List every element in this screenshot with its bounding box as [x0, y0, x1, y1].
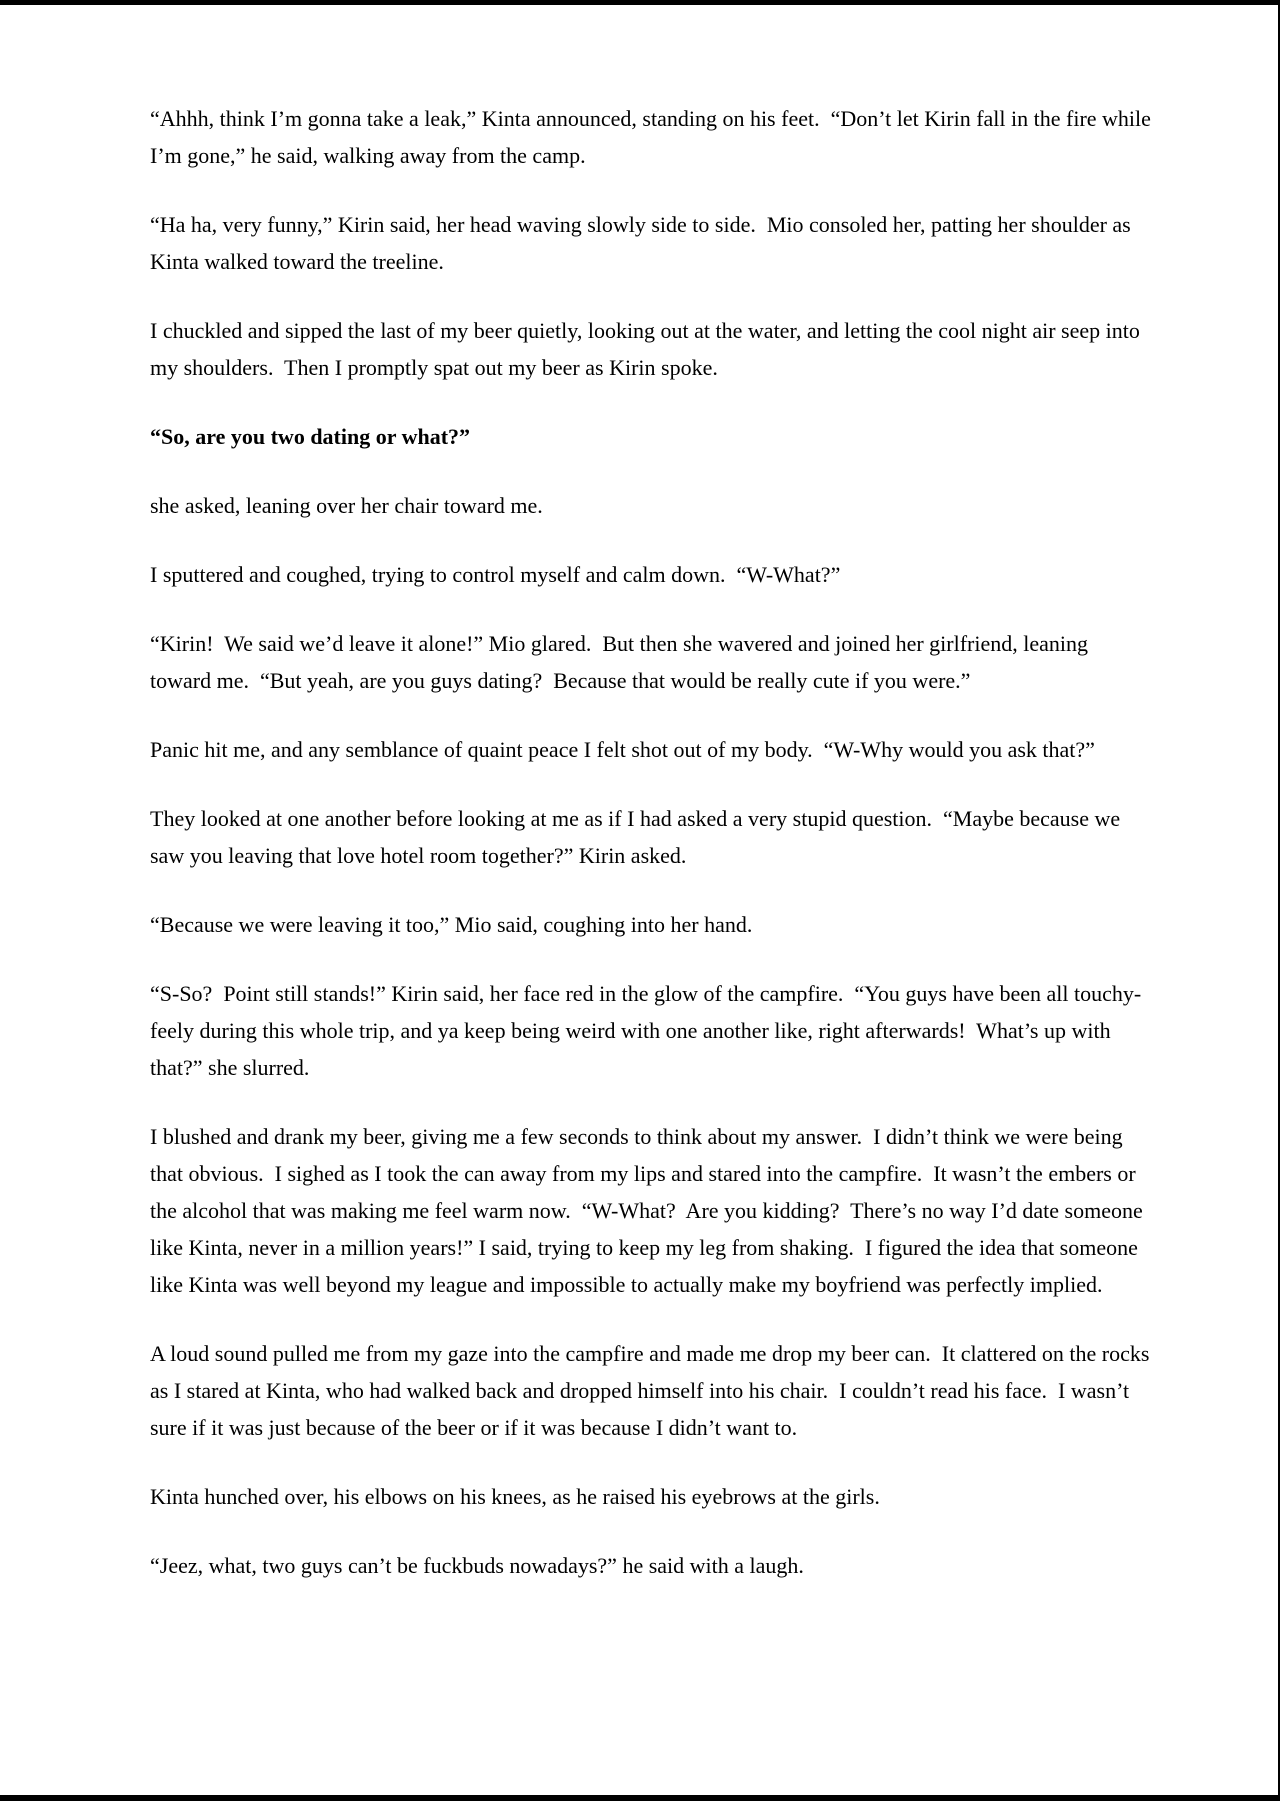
page-top-border — [0, 0, 1280, 5]
page-bottom-border — [0, 1795, 1280, 1801]
paragraph: A loud sound pulled me from my gaze into the campfire and made me drop my beer can. It clattered on the rocks as I stared at Kinta, who had walked back and dropped himself into his chair. I couldn’t read his face. I wasn’t sure if it was just because of the beer or if it was because I didn’t want to. — [150, 1341, 1155, 1440]
paragraph: I chuckled and sipped the last of my beer quietly, looking out at the water, and letting the cool night air seep into my shoulders. Then I promptly spat out my beer as Kirin spoke. — [150, 318, 1146, 380]
paragraph: I blushed and drank my beer, giving me a few seconds to think about my answer. I didn’t think we were being that obvious. I sighed as I took the can away from my lips and stared into the campfire. It wasn’t the embers or the alcohol that was making me feel warm now. “W-What? Are you kidding? There’s no way I’d date someone like Kinta, never in a million years!” I said, trying to keep my leg from shaking. I figured the idea that someone like Kinta was well beyond my league and impossible to actually make my boyfriend was perfectly implied. — [150, 1124, 1149, 1297]
paragraph: Panic hit me, and any semblance of quaint peace I felt shot out of my body. “W-Why would you ask that?” — [150, 737, 1095, 762]
paragraph: “Ha ha, very funny,” Kirin said, her head waving slowly side to side. Mio consoled her, patting her shoulder as Kinta walked toward the treeline. — [150, 212, 1137, 274]
paragraph: “Jeez, what, two guys can’t be fuckbuds nowadays?” he said with a laugh. — [150, 1553, 804, 1578]
paragraph-bold: “So, are you two dating or what?” — [150, 424, 471, 449]
paragraph: she asked, leaning over her chair toward me. — [150, 493, 543, 518]
paragraph: “Kirin! We said we’d leave it alone!” Mio glared. But then she wavered and joined her girlfriend, leaning toward me. “But yeah, are you guys dating? Because that would be really cute if you were.” — [150, 631, 1094, 693]
paragraph: They looked at one another before looking at me as if I had asked a very stupid question. “Maybe because we saw you leaving that love hotel room together?” Kirin asked. — [150, 806, 1126, 868]
document-body — [150, 100, 1157, 1616]
paragraph: “Because we were leaving it too,” Mio said, coughing into her hand. — [150, 912, 753, 937]
paragraph: Kinta hunched over, his elbows on his knees, as he raised his eyebrows at the girls. — [150, 1484, 880, 1509]
paragraph: “S-So? Point still stands!” Kirin said, her face red in the glow of the campfire. “You guys have been all touchy-feely during this whole trip, and ya keep being weird with one another like, right afterwards! What’s up with that?” she slurred. — [150, 981, 1142, 1080]
paragraph: I sputtered and coughed, trying to control myself and calm down. “W-What?” — [150, 562, 841, 587]
paragraph: “Ahhh, think I’m gonna take a leak,” Kinta announced, standing on his feet. “Don’t let Kirin fall in the fire while I’m gone,” he said, walking away from the camp. — [150, 106, 1157, 168]
